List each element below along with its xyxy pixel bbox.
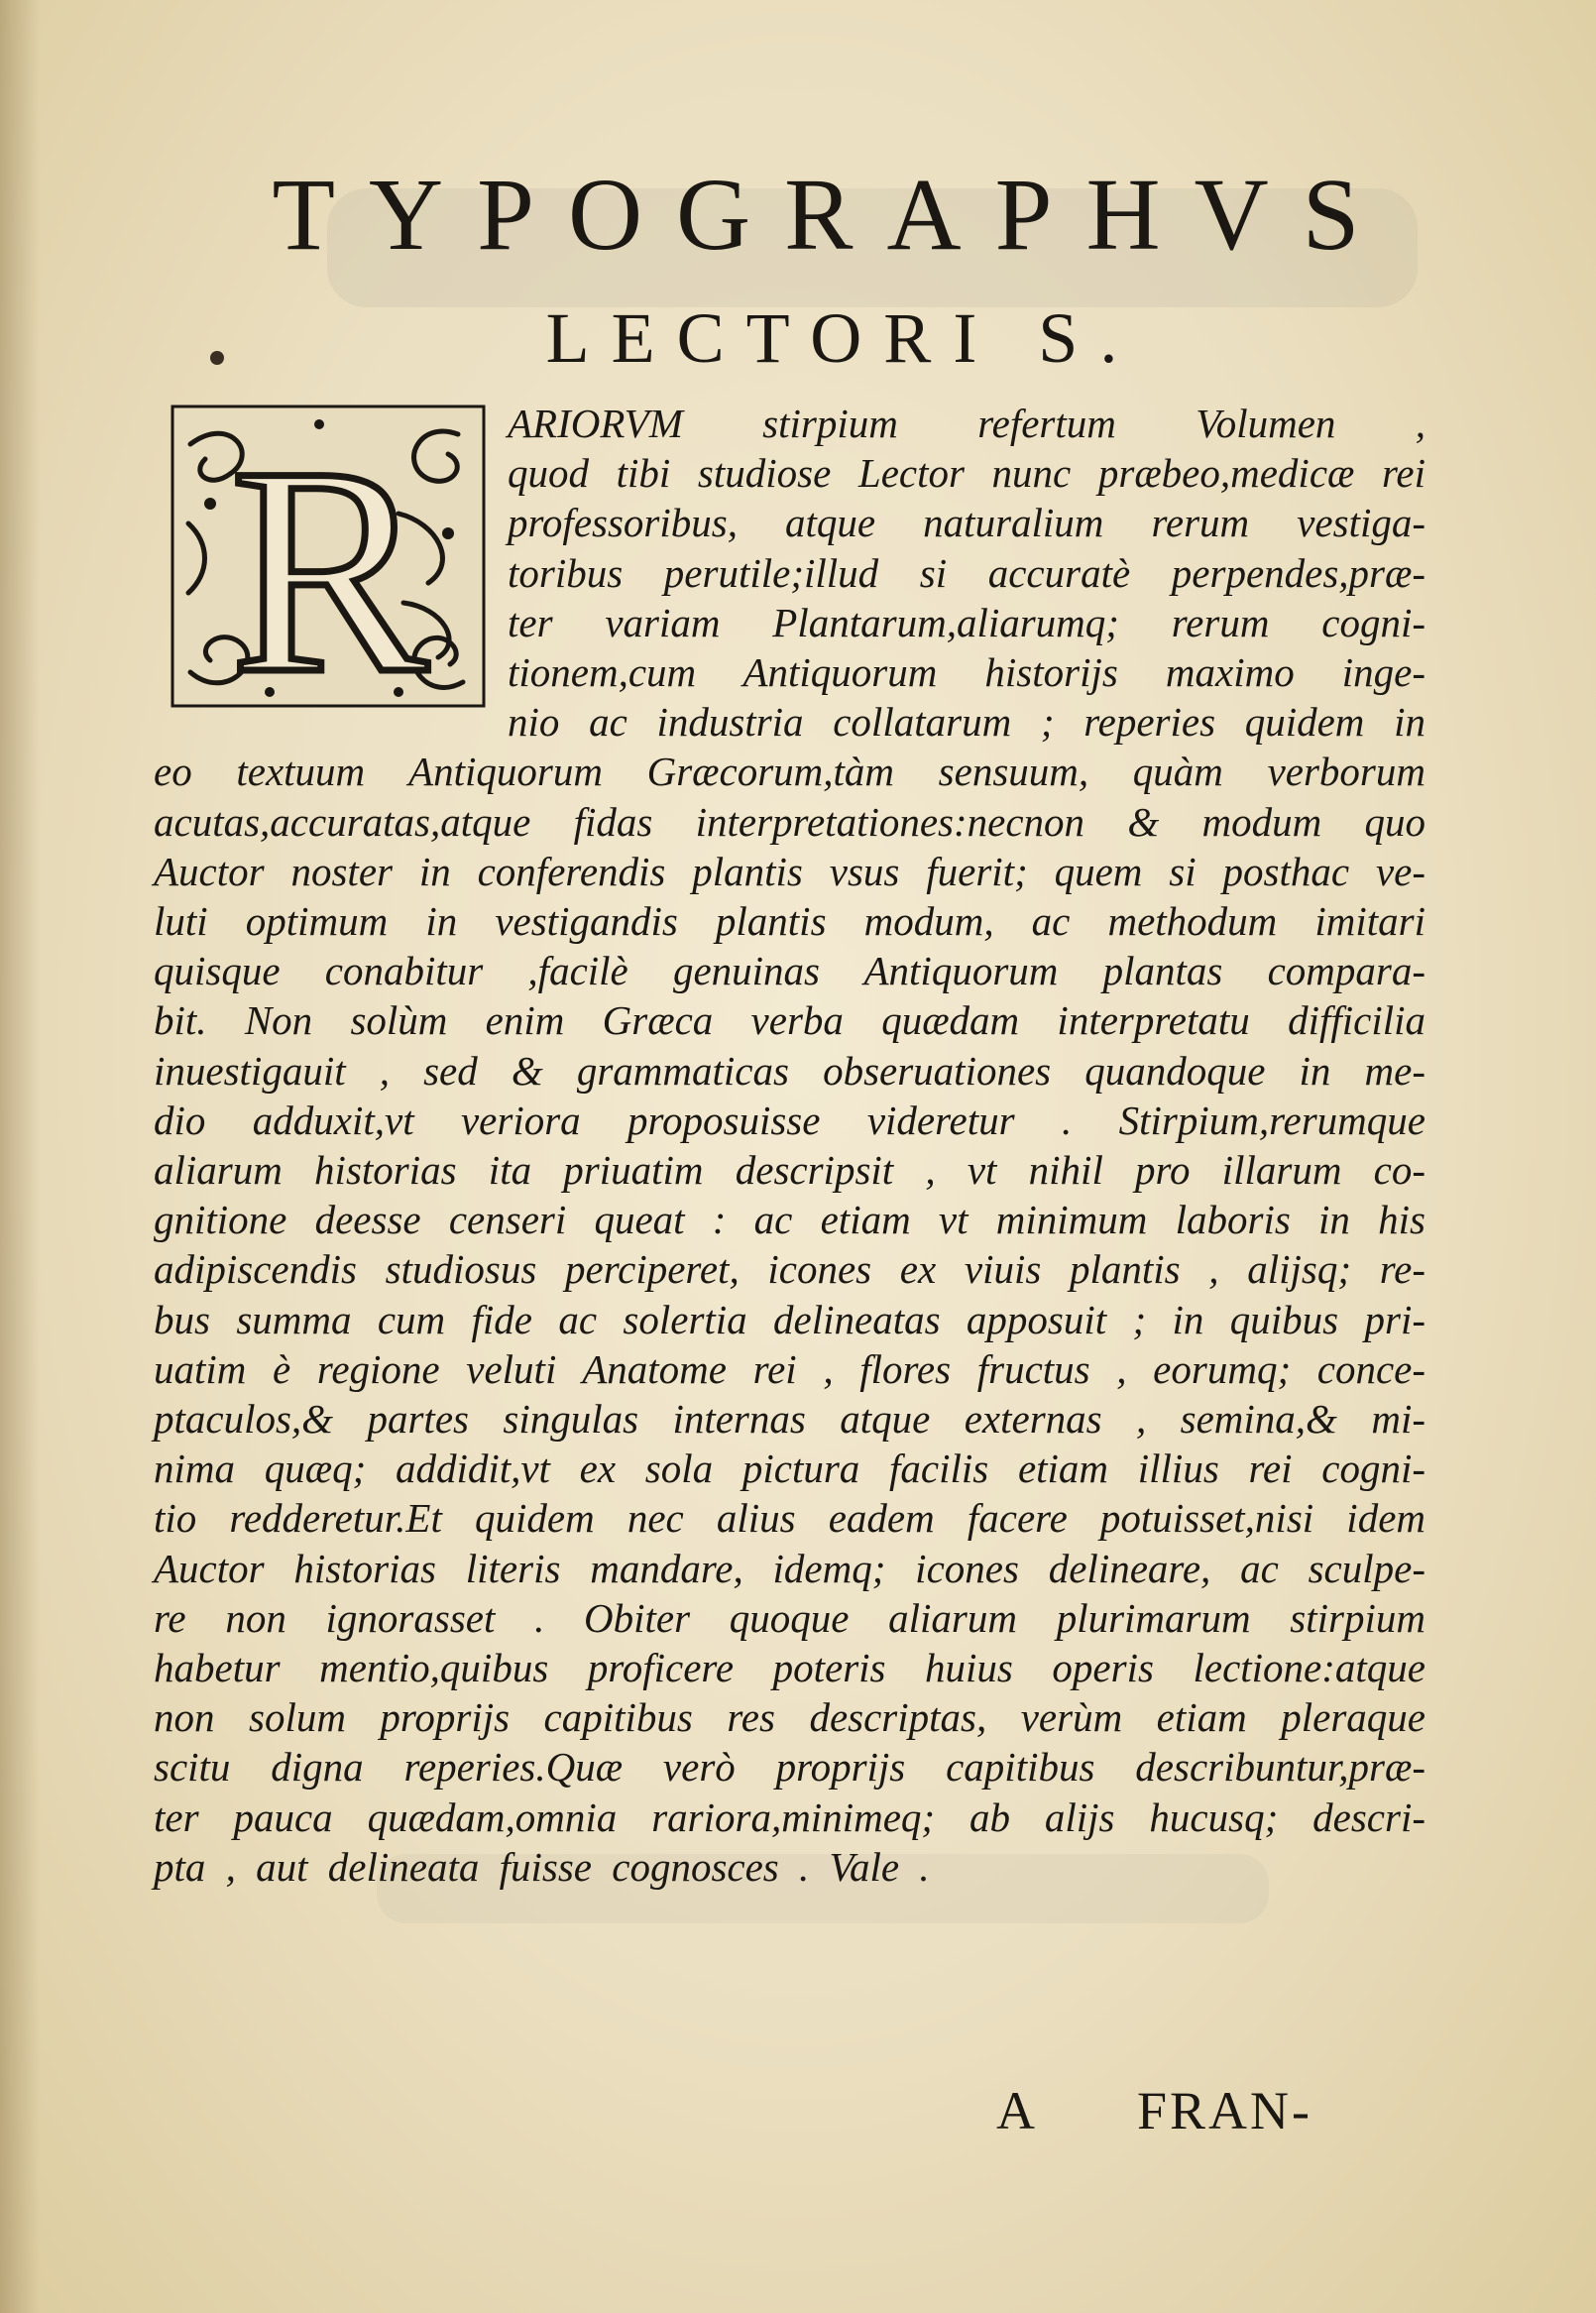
initial-letter: R (229, 405, 429, 708)
text-line: tio redderetur.Et quidem nec alius eadem facere potuisset,nisi idem (154, 1495, 1425, 1542)
text-line: re non ignorasset . Obiter quoque aliarum plurimarum stirpium (154, 1594, 1425, 1641)
text-line: tionem,cum Antiquorum historijs maximo inge- (508, 649, 1425, 695)
text-line: eo textuum Antiquorum Græcorum,tàm sensuum, quàm verborum (154, 749, 1425, 795)
text-line: scitu digna reperies.Quæ verò proprijs capitibus describuntur,præ- (154, 1744, 1425, 1791)
text-line: nio ac industria collatarum ; reperies quidem in (508, 699, 1425, 746)
text-line: luti optimum in vestigandis plantis modum, ac methodum imitari (154, 898, 1425, 944)
text-line: adipiscendis studiosus perciperet, icones ex viuis plantis , alijsq; re- (154, 1246, 1425, 1293)
catchword-word: FRAN- (1137, 2081, 1313, 2140)
text-line: bit. Non solùm enim Græca verba quædam interpretatu difficilia (154, 997, 1425, 1044)
text-line: ter pauca quædam,omnia rariora,minimeq; ab alijs hucusq; descri- (154, 1793, 1425, 1840)
text-line: dio adduxit,vt veriora proposuisse videretur . Stirpium,rerumque (154, 1097, 1425, 1143)
decorated-initial-r (171, 405, 486, 708)
text-line: habetur mentio,quibus proficere poteris huius operis lectione:atque (154, 1645, 1425, 1690)
text-line: inuestigauit , sed & grammaticas obseruationes quandoque in me- (154, 1047, 1425, 1094)
catchword-signature: A (996, 2081, 1038, 2140)
text-line: gnitione deesse censeri queat : ac etiam vt minimum laboris in his (154, 1197, 1425, 1243)
text-line: ptaculos,& partes singulas internas atque externas , semina,& mi- (154, 1396, 1425, 1442)
text-line: nima quæq; addidit,vt ex sola pictura facilis etiam illius rei cogni- (154, 1446, 1425, 1492)
page-subtitle: LECTORI S. (545, 298, 1140, 378)
text-line: aliarum historias ita priuatim descripsit , vt nihil pro illarum co- (154, 1147, 1425, 1193)
page-title: TYPOGRAPHVS (272, 158, 1394, 272)
text-line: non solum proprijs capitibus res descriptas, verùm etiam pleraque (154, 1694, 1425, 1741)
catchword (996, 2080, 1312, 2141)
text-line: ter variam Plantarum,aliarumq; rerum cogni- (508, 599, 1425, 645)
text-line: bus summa cum fide ac solertia delineatas apposuit ; in quibus pri- (154, 1296, 1425, 1342)
text-line: quod tibi studiose Lector nunc præbeo,medicæ rei (508, 450, 1425, 497)
text-line: acutas,accuratas,atque fidas interpretationes:necnon & modum quo (154, 798, 1425, 845)
text-line: Auctor noster in conferendis plantis vsus fuerit; quem si posthac ve- (154, 848, 1425, 894)
text-line: toribus perutile;illud si accuratè perpendes,præ- (508, 549, 1425, 596)
text-line: Auctor historias literis mandare, idemq; icones delineare, ac sculpe- (154, 1545, 1425, 1591)
text-line: pta , aut delineata fuisse cognosces . Vale . (154, 1843, 930, 1890)
text-line: quisque conabitur ,facilè genuinas Antiquorum plantas compara- (154, 948, 1425, 994)
text-line: ARIORVM stirpium refertum Volumen , (508, 401, 1425, 446)
text-line: uatim è regione veluti Anatome rei , flores fructus , eorumq; conce- (154, 1345, 1425, 1392)
text-line: professoribus, atque naturalium rerum vestiga- (508, 500, 1425, 546)
